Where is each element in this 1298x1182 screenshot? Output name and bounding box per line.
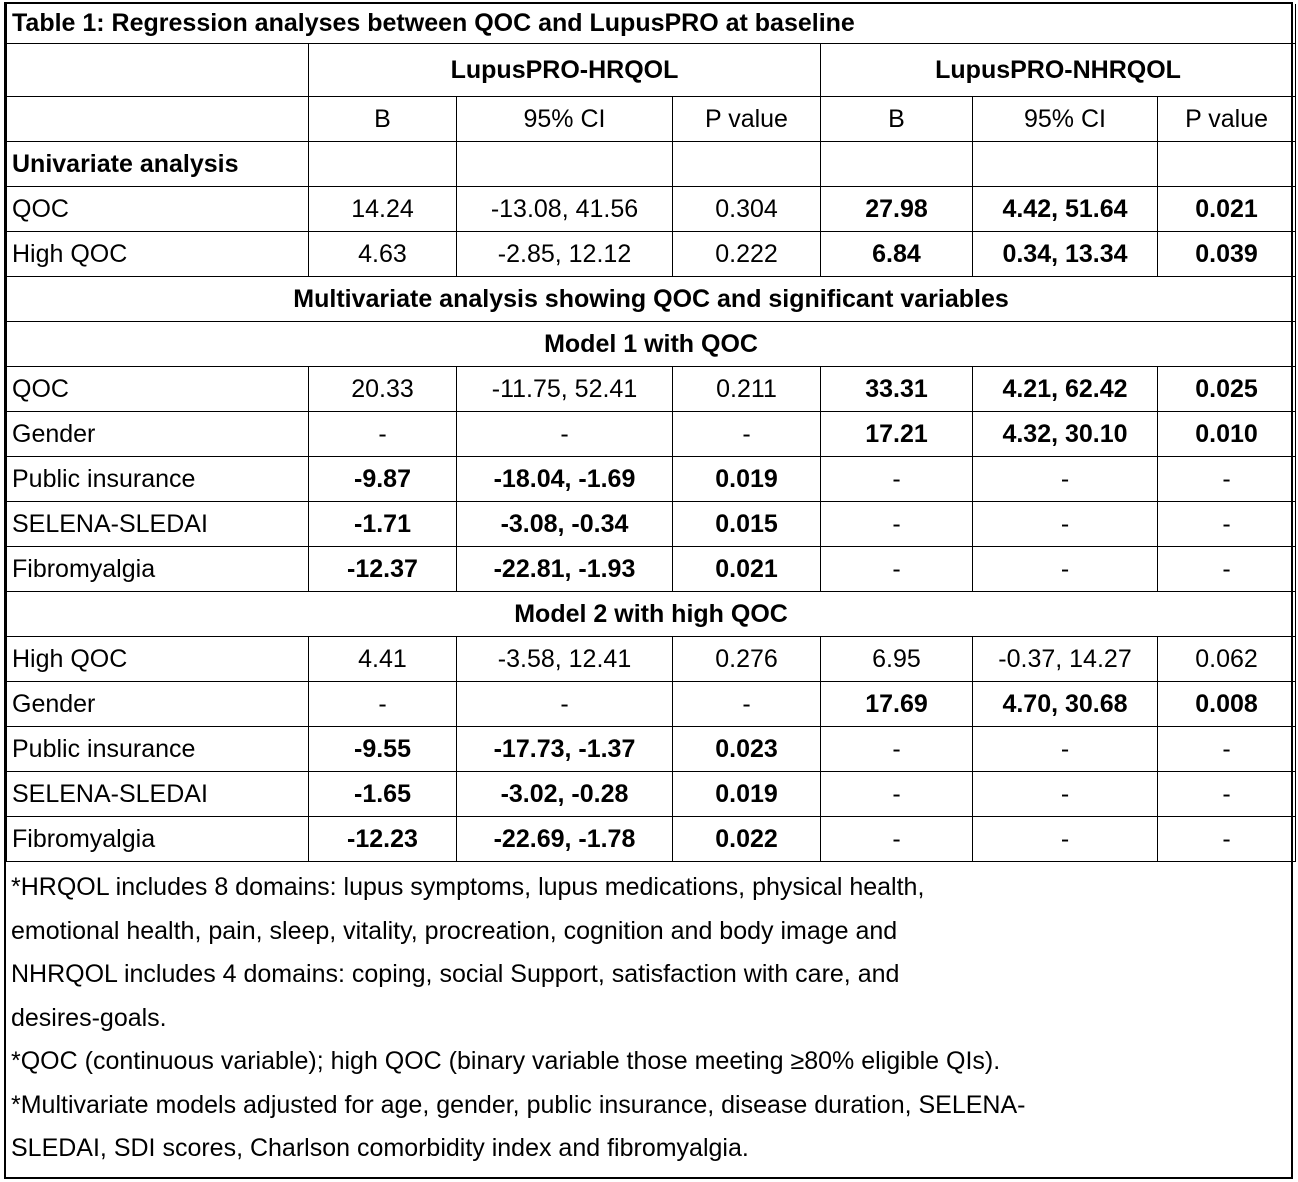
span-header-row: [7, 322, 1296, 367]
table-cell: 0.025: [1158, 367, 1296, 412]
table-row: [7, 772, 1296, 817]
span-header-row: [7, 277, 1296, 322]
column-header: B: [309, 97, 457, 142]
table-cell: 0.211: [673, 367, 821, 412]
table-cell: 0.010: [1158, 412, 1296, 457]
table-row: [7, 457, 1296, 502]
table-cell: 0.304: [673, 187, 821, 232]
table-title: Table 1: Regression analyses between QOC and LupusPRO at baseline: [7, 4, 1296, 44]
footnote-line: *Multivariate models adjusted for age, gender, public insurance, disease duration, SELENA-: [11, 1090, 1026, 1119]
table-cell: 4.70, 30.68: [973, 682, 1158, 727]
table-cell: -12.37: [309, 547, 457, 592]
table-row: [7, 682, 1296, 727]
table-cell: 27.98: [821, 187, 973, 232]
group-header-row: [7, 44, 1296, 97]
row-label: Public insurance: [7, 457, 309, 502]
table-cell: -: [309, 682, 457, 727]
table-cell: 0.062: [1158, 637, 1296, 682]
footnote-line: NHRQOL includes 4 domains: coping, social Support, satisfaction with care, and: [11, 960, 900, 988]
span-header: Model 1 with QOC: [7, 322, 1296, 367]
table-cell: 0.34, 13.34: [973, 232, 1158, 277]
table-cell: -18.04, -1.69: [457, 457, 673, 502]
table-cell: 0.021: [1158, 187, 1296, 232]
table-cell: -: [457, 412, 673, 457]
table-cell: -: [821, 547, 973, 592]
row-label: QOC: [7, 367, 309, 412]
table-row: [7, 187, 1296, 232]
table-cell: -3.08, -0.34: [457, 502, 673, 547]
table-row: [7, 817, 1296, 862]
section-row: [7, 142, 1296, 187]
span-header: Model 2 with high QOC: [7, 592, 1296, 637]
table-cell: -: [1158, 457, 1296, 502]
table-cell: 20.33: [309, 367, 457, 412]
table-cell: 6.84: [821, 232, 973, 277]
empty-cell: [973, 142, 1158, 187]
table-cell: -: [1158, 727, 1296, 772]
group-header-hrqol: LupusPRO-HRQOL: [309, 44, 821, 97]
regression-table-container: [4, 2, 1293, 1179]
table-cell: -: [821, 817, 973, 862]
table-cell: 17.69: [821, 682, 973, 727]
table-cell: -12.23: [309, 817, 457, 862]
table-cell: -: [973, 502, 1158, 547]
empty-header-cell: [7, 97, 309, 142]
title-row: [7, 4, 1296, 44]
column-header: B: [821, 97, 973, 142]
row-label: SELENA-SLEDAI: [7, 502, 309, 547]
row-label: Fibromyalgia: [7, 817, 309, 862]
group-header-nhrqol: LupusPRO-NHRQOL: [821, 44, 1296, 97]
table-row: [7, 727, 1296, 772]
table-cell: -22.69, -1.78: [457, 817, 673, 862]
row-label: Gender: [7, 682, 309, 727]
table-cell: -: [1158, 772, 1296, 817]
table-cell: 0.276: [673, 637, 821, 682]
table-cell: -2.85, 12.12: [457, 232, 673, 277]
table-cell: 0.039: [1158, 232, 1296, 277]
table-cell: 4.21, 62.42: [973, 367, 1158, 412]
table-cell: -17.73, -1.37: [457, 727, 673, 772]
table-cell: -: [673, 682, 821, 727]
table-cell: 0.015: [673, 502, 821, 547]
table-cell: 0.222: [673, 232, 821, 277]
table-cell: -11.75, 52.41: [457, 367, 673, 412]
row-label: QOC: [7, 187, 309, 232]
section-label: Univariate analysis: [7, 142, 309, 187]
table-cell: -22.81, -1.93: [457, 547, 673, 592]
row-label: High QOC: [7, 232, 309, 277]
table-cell: -1.65: [309, 772, 457, 817]
footnote-line: SLEDAI, SDI scores, Charlson comorbidity index and fibromyalgia.: [11, 1134, 749, 1162]
footnote-line: desires-goals.: [11, 1003, 167, 1032]
column-header-row: [7, 97, 1296, 142]
table-cell: -: [973, 547, 1158, 592]
table-cell: -: [973, 817, 1158, 862]
empty-cell: [821, 142, 973, 187]
table-cell: 4.41: [309, 637, 457, 682]
table-cell: -3.58, 12.41: [457, 637, 673, 682]
table-cell: -3.02, -0.28: [457, 772, 673, 817]
table-cell: 14.24: [309, 187, 457, 232]
table-row: [7, 367, 1296, 412]
table-cell: -9.87: [309, 457, 457, 502]
table-cell: -1.71: [309, 502, 457, 547]
empty-cell: [457, 142, 673, 187]
table-cell: 17.21: [821, 412, 973, 457]
table-cell: 4.42, 51.64: [973, 187, 1158, 232]
table-cell: -: [1158, 817, 1296, 862]
footnotes: [6, 862, 1291, 1177]
table-row: [7, 637, 1296, 682]
table-cell: -: [821, 772, 973, 817]
table-cell: 0.022: [673, 817, 821, 862]
table-row: [7, 412, 1296, 457]
table-cell: 0.021: [673, 547, 821, 592]
table-cell: 0.019: [673, 772, 821, 817]
footnote-line: emotional health, pain, sleep, vitality, procreation, cognition and body image and: [11, 916, 898, 945]
empty-cell: [673, 142, 821, 187]
row-label: SELENA-SLEDAI: [7, 772, 309, 817]
row-label: Gender: [7, 412, 309, 457]
regression-table: [6, 4, 1296, 862]
table-cell: -: [309, 412, 457, 457]
column-header: 95% CI: [973, 97, 1158, 142]
table-cell: -: [673, 412, 821, 457]
table-cell: -: [1158, 547, 1296, 592]
empty-cell: [1158, 142, 1296, 187]
empty-cell: [309, 142, 457, 187]
table-cell: -: [821, 502, 973, 547]
table-cell: 0.023: [673, 727, 821, 772]
row-label: High QOC: [7, 637, 309, 682]
row-label: Fibromyalgia: [7, 547, 309, 592]
table-cell: -0.37, 14.27: [973, 637, 1158, 682]
table-cell: 33.31: [821, 367, 973, 412]
table-cell: -: [821, 457, 973, 502]
table-cell: -: [973, 772, 1158, 817]
table-cell: 4.32, 30.10: [973, 412, 1158, 457]
table-row: [7, 547, 1296, 592]
span-header: Multivariate analysis showing QOC and significant variables: [7, 277, 1296, 322]
table-cell: 0.019: [673, 457, 821, 502]
table-cell: 4.63: [309, 232, 457, 277]
table-cell: 0.008: [1158, 682, 1296, 727]
table-row: [7, 232, 1296, 277]
footnote-line: *HRQOL includes 8 domains: lupus symptoms, lupus medications, physical health,: [11, 873, 925, 901]
row-label: Public insurance: [7, 727, 309, 772]
table-cell: -13.08, 41.56: [457, 187, 673, 232]
span-header-row: [7, 592, 1296, 637]
empty-header-cell: [7, 44, 309, 97]
table-cell: -: [457, 682, 673, 727]
column-header: 95% CI: [457, 97, 673, 142]
column-header: P value: [673, 97, 821, 142]
table-cell: -: [1158, 502, 1296, 547]
table-cell: -9.55: [309, 727, 457, 772]
table-cell: 6.95: [821, 637, 973, 682]
table-cell: -: [821, 727, 973, 772]
table-cell: -: [973, 727, 1158, 772]
column-header: P value: [1158, 97, 1296, 142]
table-row: [7, 502, 1296, 547]
table-cell: -: [973, 457, 1158, 502]
footnote-line: *QOC (continuous variable); high QOC (binary variable those meeting ≥80% eligible QIs).: [11, 1047, 1001, 1075]
